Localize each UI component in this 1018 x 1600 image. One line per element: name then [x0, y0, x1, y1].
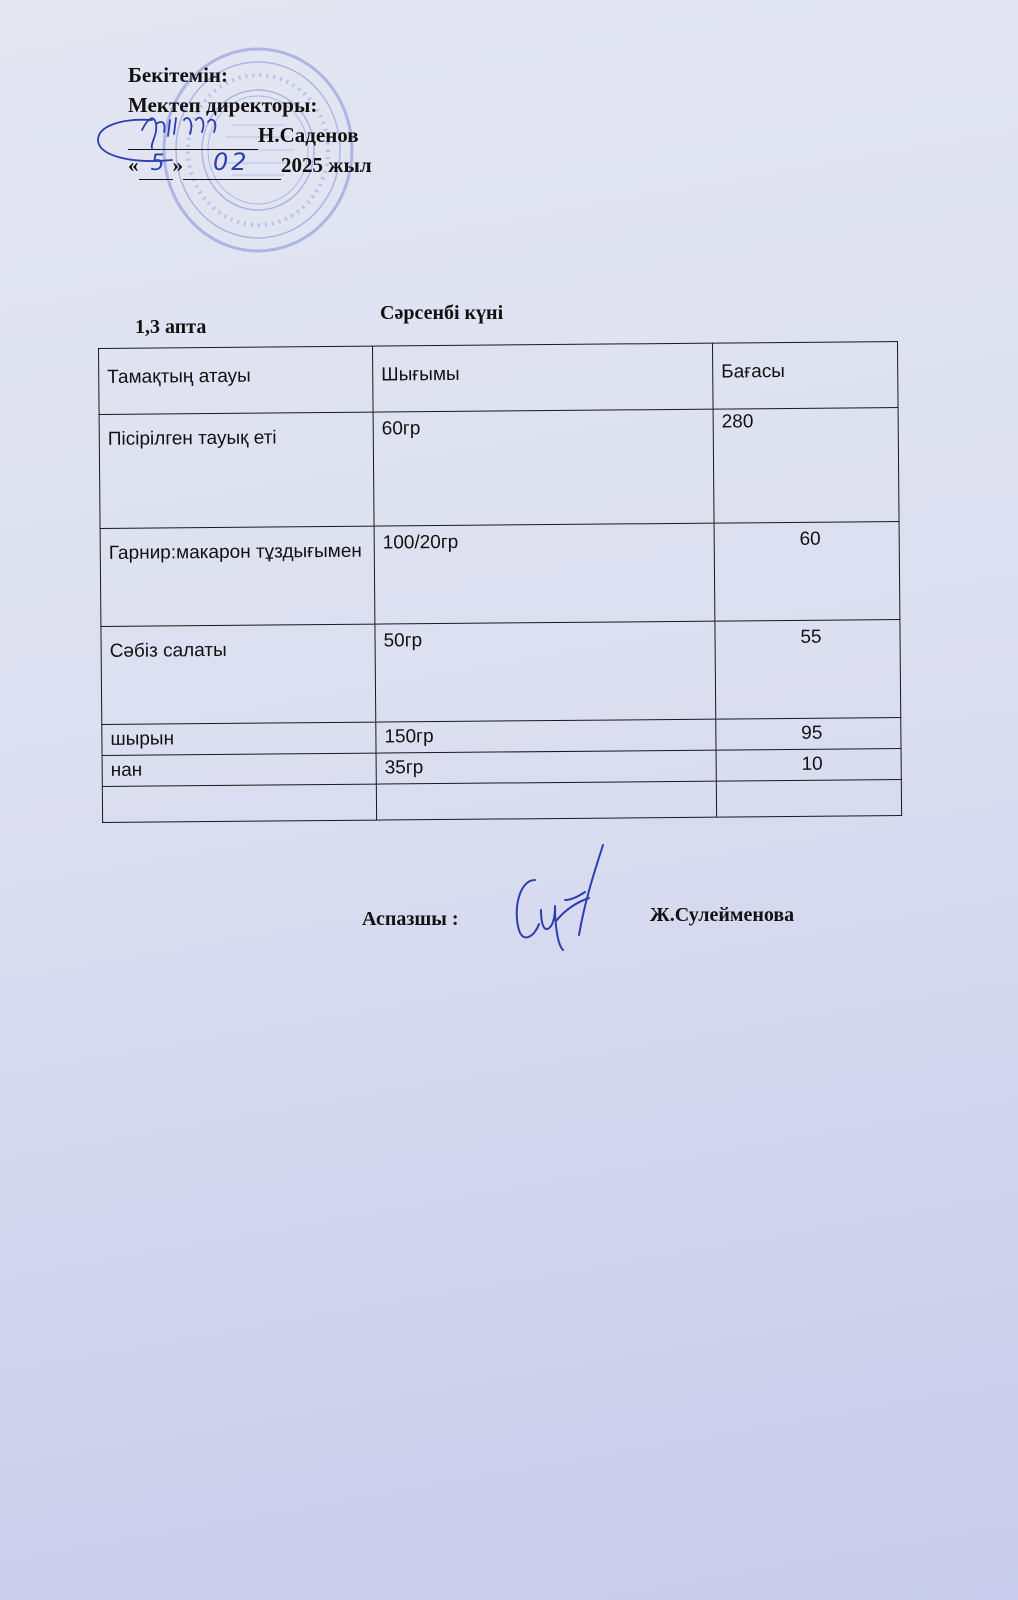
director-label: Мектеп директоры:	[128, 93, 318, 117]
approve-label: Бекітемін:	[128, 63, 229, 87]
date-day: 5	[150, 151, 165, 176]
cell-empty	[102, 784, 376, 822]
date-day-blank	[139, 151, 173, 180]
cell-yield: 60гр	[373, 409, 714, 526]
header-yield: Шығымы	[372, 343, 713, 412]
day-label: Сәрсенбі күні	[380, 302, 504, 324]
approve-line	[128, 60, 372, 90]
cell-yield: 150гр	[376, 719, 716, 753]
table-row	[99, 408, 899, 529]
date-month-blank	[183, 148, 281, 180]
date-year: 2025 жыл	[281, 153, 372, 177]
cell-dish-name: нан	[102, 753, 376, 786]
approval-block	[128, 60, 372, 180]
cell-yield: 50гр	[375, 621, 716, 722]
header-dish-name: Тамақтың атауы	[99, 346, 374, 414]
cell-price: 280	[713, 408, 899, 524]
cook-signature-icon	[505, 840, 620, 960]
cell-price: 95	[716, 718, 901, 751]
cell-dish-name: Гарнир:макарон тұздығымен	[100, 526, 375, 626]
date-close-quote: »	[172, 153, 183, 177]
table-row	[100, 522, 900, 627]
table-row-empty	[102, 780, 901, 823]
date-open-quote: «	[128, 153, 139, 177]
week-label: 1,3 апта	[135, 316, 207, 338]
table-row	[101, 620, 901, 725]
cook-label: Аспазшы :	[362, 908, 459, 930]
date-month: 02	[213, 148, 250, 176]
menu-table	[98, 341, 902, 823]
cell-yield: 100/20гр	[374, 523, 715, 624]
cook-name: Ж.Сулейменова	[650, 904, 795, 926]
cell-empty	[376, 781, 716, 820]
cell-price: 60	[714, 522, 900, 622]
cell-price: 10	[716, 749, 901, 782]
cell-price: 55	[715, 620, 901, 720]
cell-dish-name: Пісірілген тауық еті	[99, 412, 374, 528]
director-line	[128, 90, 372, 120]
cell-empty	[716, 780, 901, 818]
cell-dish-name: шырын	[102, 722, 376, 755]
header-price: Бағасы	[712, 342, 898, 410]
cell-yield: 35гр	[376, 750, 716, 784]
date-line	[128, 150, 372, 180]
director-name: Н.Саденов	[258, 123, 359, 147]
table-header-row	[99, 342, 899, 415]
cell-dish-name: Сәбіз салаты	[101, 624, 376, 724]
director-signature-line	[128, 120, 372, 150]
